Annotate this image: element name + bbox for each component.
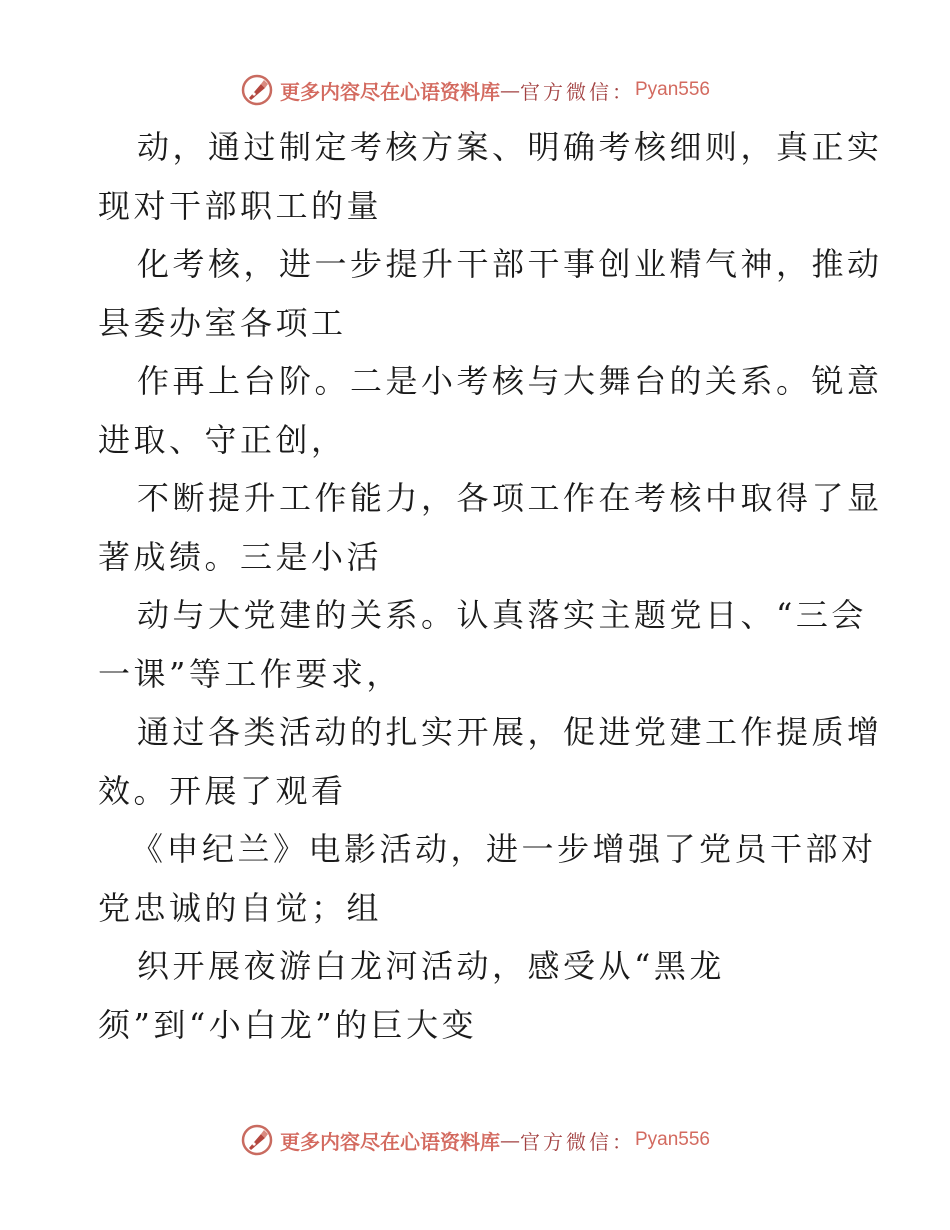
paragraph [98,469,883,586]
banner-title: 更多内容尽在心语资料库 [279,79,500,104]
banner-wechat-id: Pyan556 [634,1129,710,1150]
banner-wechat-label: 官方微信： [519,79,635,104]
text-line: 须”到“小白龙”的巨大变 [98,1005,478,1044]
text-line: 党忠诚的自觉；组 [98,888,383,927]
paragraph [98,937,858,1054]
banner-wechat-id: Pyan556 [634,79,710,100]
text-line: 织开展夜游白龙河活动，感受从“黑龙 [137,947,725,985]
paragraph [98,820,877,937]
paragraph [98,235,883,352]
paragraph [98,352,883,469]
paragraph [98,703,883,820]
text-line: 进取、守正创， [98,420,347,459]
text-line: 动与大党建的关系。认真落实主题党日、“三会 [137,596,867,634]
text-line: 动，通过制定考核方案、明确考核细则，真正实 [137,128,883,166]
document-body [98,118,883,1054]
pen-nib-logo-icon [240,73,274,107]
text-line: 不断提升工作能力，各项工作在考核中取得了显 [137,479,883,517]
banner-separator: — [499,78,520,102]
paragraph [98,118,883,235]
text-line: 著成绩。三是小活 [98,537,383,576]
text-line: 通过各类活动的扎实开展，促进党建工作提质增 [137,713,883,751]
banner-wechat-label: 官方微信： [519,1129,635,1154]
banner-title: 更多内容尽在心语资料库 [279,1129,500,1154]
header-banner [0,70,950,110]
pen-nib-logo-icon [240,1123,274,1157]
text-line: 现对干部职工的量 [98,186,383,225]
text-line: 效。开展了观看 [98,771,347,810]
text-line: 作再上台阶。二是小考核与大舞台的关系。锐意 [137,362,883,400]
footer-banner [0,1120,950,1160]
text-line: 《申纪兰》电影活动，进一步增强了党员干部对 [131,830,877,868]
text-line: 化考核，进一步提升干部干事创业精气神，推动 [137,245,883,283]
banner-separator: — [499,1128,520,1152]
paragraph [98,586,867,703]
text-line: 一课”等工作要求， [98,654,402,693]
text-line: 县委办室各项工 [98,303,347,342]
